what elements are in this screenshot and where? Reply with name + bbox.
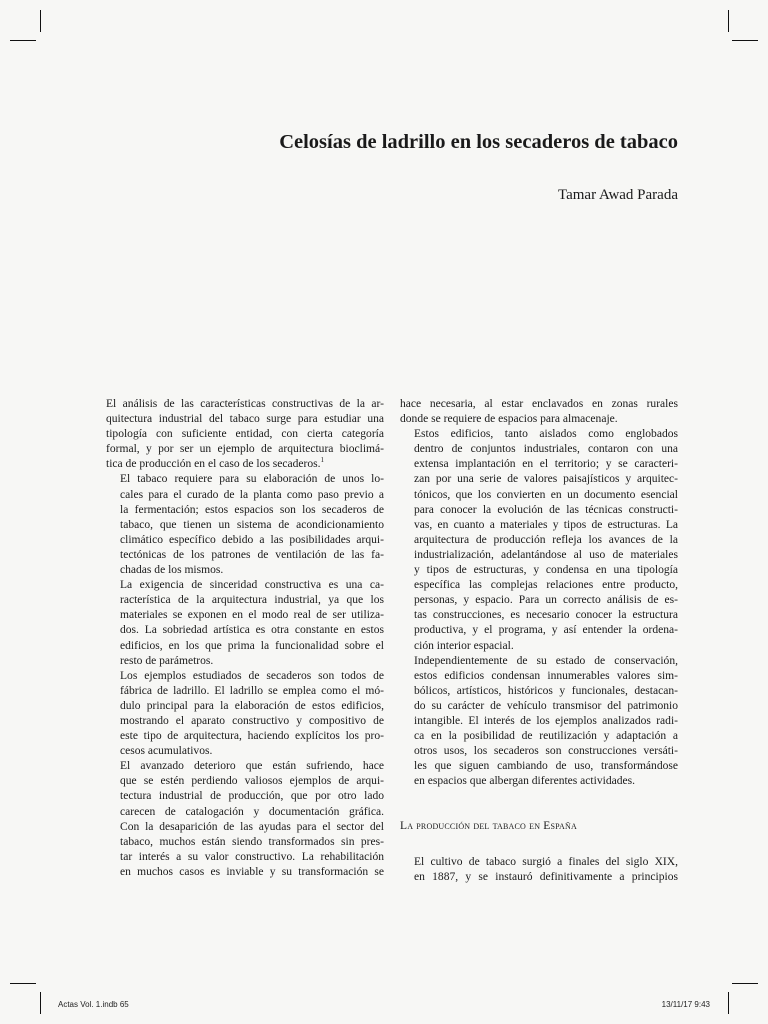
crop-mark	[732, 983, 758, 984]
text-line: tabaco, que tienen un sistema de acondicionamiento	[120, 518, 384, 531]
text-line: edificios, en los que prima la funcionalidad sobre el	[120, 639, 384, 652]
text-line: para conocer la evolución de las técnicas constructi-	[414, 503, 678, 516]
text-line: bólicos, artísticos, históricos y funcionales, destacan-	[414, 684, 678, 697]
text-line: quitectura industrial del tabaco surge para estudiar una	[106, 413, 384, 426]
text-line: climático específico debido a las posibilidades arqui-	[120, 533, 384, 546]
crop-mark	[728, 992, 729, 1014]
footnote-marker[interactable]: 1	[320, 456, 324, 465]
paragraph	[106, 759, 384, 880]
article-title: Celosías de ladrillo en los secaderos de tabaco	[279, 131, 678, 153]
text-line: tar interés a su valor constructivo. La rehabilitación	[120, 850, 384, 863]
crop-mark	[10, 40, 36, 41]
text-line: productiva, y el programa, y así entender la ordena-	[414, 624, 678, 637]
paragraph	[106, 397, 384, 472]
text-line: Con la desaparición de las ayudas para el sector del	[120, 820, 384, 833]
text-line: dos. La sobriedad artística es otra constante en estos	[120, 624, 384, 637]
text-line: este tipo de arquitectura, haciendo explícitos los pro-	[120, 730, 384, 743]
text-line: materiales se exponen en el modo real de ser utiliza-	[120, 609, 384, 622]
text-line: Los ejemplos estudiados de secaderos son todos de	[120, 669, 384, 682]
text-line: dulo principal para la elaboración de estos edificios,	[120, 699, 384, 712]
text-line: carecen de catalogación y documentación gráfica.	[120, 805, 384, 818]
text-line: tipología con suficiente entidad, con cierta categoría	[106, 428, 384, 441]
text-line: ca en la posibilidad de reutilización y adaptación a	[414, 730, 678, 743]
text-line: zan por una serie de valores paisajísticos y arquitec-	[414, 473, 678, 486]
text-line: racterística de la arquitectura industrial, ya que los	[120, 594, 384, 607]
paragraph	[400, 855, 678, 885]
text-line: en muchos casos es inviable y su transformación se	[120, 865, 384, 878]
text-line: tica de producción en el caso de los secaderos.	[106, 458, 321, 471]
text-line: que se estén perdiendo valiosos ejemplos de arqui-	[120, 775, 384, 788]
text-line: cesos acumulativos.	[120, 745, 213, 758]
paragraph	[106, 669, 384, 760]
footer-file-info: Actas Vol. 1.indb 65	[58, 1000, 129, 1009]
text-line: formal, y por ser un ejemplo de arquitectura bioclimá-	[106, 443, 384, 456]
text-line: estos edificios condensan innumerables valores sim-	[414, 669, 678, 682]
text-line: donde se requiere de espacios para almacenaje.	[400, 413, 618, 426]
text-line: El tabaco requiere para su elaboración de unos lo-	[120, 473, 384, 486]
text-line: extensa implantación en el territorio; y se caracteri-	[414, 458, 678, 471]
text-line: tas construcciones, es necesario conocer la estructura	[414, 609, 678, 622]
text-line: les que siguen cambiando de uso, transformándose	[414, 760, 678, 773]
paragraph	[400, 427, 678, 653]
article-author: Tamar Awad Parada	[557, 187, 678, 203]
text-line: personas, y espacio. Para un correcto análisis de es-	[414, 594, 678, 607]
text-line: otros usos, los secaderos son construcciones versáti-	[414, 745, 678, 758]
text-line: El avanzado deterioro que están sufriendo, hace	[120, 760, 384, 773]
text-line: industrialización, adelantándose al uso de materiales	[414, 548, 678, 561]
text-line: en espacios que albergan diferentes actividades.	[414, 775, 636, 788]
text-line: resto de parámetros.	[120, 654, 214, 667]
crop-mark	[40, 992, 41, 1014]
text-line: El análisis de las características constructivas de la ar-	[106, 398, 384, 410]
text-line: intangible. El interés de los ejemplos analizados radi-	[414, 714, 678, 727]
right-text-column	[400, 397, 678, 885]
paragraph	[106, 472, 384, 578]
text-line: la fermentación; estos espacios son los secaderos de	[120, 503, 384, 516]
text-line: do su carácter de vehículo transmisor del patrimonio	[414, 699, 678, 712]
text-line: tabaco, muchos están siendo transformados sin pres-	[120, 835, 384, 848]
section-heading	[400, 819, 678, 834]
text-line: tectura industrial de producción, que por otro lado	[120, 790, 384, 803]
paragraph	[400, 654, 678, 790]
text-line: hace necesaria, al estar enclavados en zonas rurales	[400, 398, 678, 410]
text-line: en 1887, y se instauró definitivamente a principios	[414, 870, 678, 883]
section-heading-text: La producción del tabaco en España	[400, 820, 577, 833]
crop-mark	[732, 40, 758, 41]
text-line: chadas de los mismos.	[120, 564, 224, 577]
text-line: cales para el curado de la planta como paso previo a	[120, 488, 384, 501]
left-text-column	[106, 397, 384, 880]
text-line: El cultivo de tabaco surgió a finales del siglo XIX,	[414, 855, 678, 868]
text-line: específica las complejas relaciones entre producto,	[414, 579, 678, 592]
text-line: mostrando el aparato constructivo y compositivo de	[120, 714, 384, 727]
text-line: tectónicas de los patrones de ventilación de las fa-	[120, 548, 384, 561]
text-line: Estos edificios, tanto aislados como englobados	[414, 428, 678, 441]
text-line: dentro de conjuntos industriales, contaron con una	[414, 443, 678, 456]
text-line: La exigencia de sinceridad constructiva es una ca-	[120, 579, 384, 592]
text-line: tónicos, que los convierten en un documento esencial	[414, 488, 678, 501]
footer-timestamp: 13/11/17 9:43	[661, 1000, 710, 1009]
text-line: y tipos de estructuras, y condensa en una tipología	[414, 564, 678, 577]
text-line: vas, en cuanto a materiales y tipos de estructuras. La	[414, 518, 678, 531]
crop-mark	[728, 10, 729, 32]
text-line: ción interior espacial.	[414, 639, 514, 652]
paragraph	[106, 578, 384, 669]
text-line: arquitectura de producción refleja los avances de la	[414, 533, 678, 546]
paragraph	[400, 397, 678, 427]
text-line: Independientemente de su estado de conservación,	[414, 654, 678, 667]
text-line: fábrica de ladrillo. El ladrillo se emplea como el mó-	[120, 684, 384, 697]
crop-mark	[10, 983, 36, 984]
crop-mark	[40, 10, 41, 32]
